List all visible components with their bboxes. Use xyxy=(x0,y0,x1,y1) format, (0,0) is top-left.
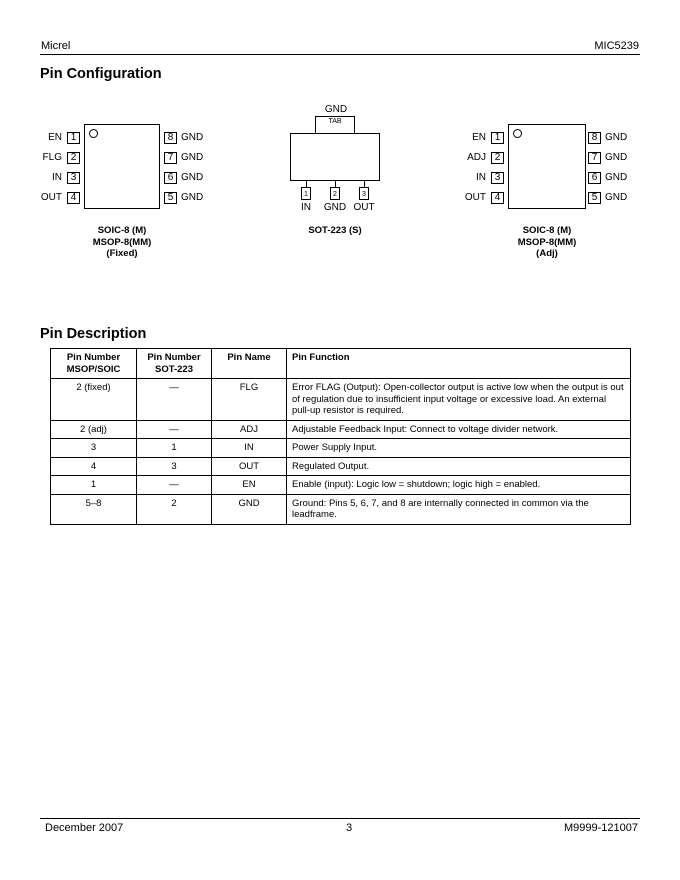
table-row xyxy=(51,457,631,476)
column-header-line: Pin Number xyxy=(147,352,201,363)
pin-name: GND xyxy=(181,152,204,163)
pin-name: FLG xyxy=(42,152,62,163)
pin-name: GND xyxy=(181,192,204,203)
pin-number: 5 xyxy=(164,192,177,204)
pin-number: 7 xyxy=(164,152,177,164)
table-cell: Error FLAG (Output): Open-collector output is active low when the output is out of regulation due to insufficient input voltage or excessive load. An external pull-up resistor is required. xyxy=(287,379,631,421)
table-cell: Ground: Pins 5, 6, 7, and 8 are internally connected in common via the leadframe. xyxy=(287,494,631,524)
sot223-tab xyxy=(315,116,355,134)
table-cell: 5–8 xyxy=(51,494,137,524)
table-cell: OUT xyxy=(212,457,287,476)
pin-number: 1 xyxy=(301,187,311,200)
pin-number: 8 xyxy=(164,132,177,144)
pin-number: 3 xyxy=(67,172,80,184)
soic-adj-caption xyxy=(487,225,607,260)
pin-number: 2 xyxy=(67,152,80,164)
pin-number: 3 xyxy=(491,172,504,184)
table-cell: — xyxy=(137,476,212,495)
caption-line: MSOP-8(MM) xyxy=(517,236,577,248)
pin-name: IN xyxy=(301,202,311,213)
sot223-lead-line xyxy=(306,181,307,187)
caption-line: (Adj) xyxy=(536,248,558,259)
pin-name: IN xyxy=(52,172,62,183)
column-header-line: SOT-223 xyxy=(154,363,194,375)
table-cell: 4 xyxy=(51,457,137,476)
table-cell: 2 (adj) xyxy=(51,420,137,439)
pin-description-table xyxy=(50,348,631,525)
soic-fixed-caption xyxy=(62,225,182,260)
pin-name: EN xyxy=(472,132,486,143)
table-header-row xyxy=(51,349,631,379)
table-row xyxy=(51,420,631,439)
pin-name: GND xyxy=(323,202,347,213)
sot223-top-label: GND xyxy=(324,104,348,115)
pin-name: OUT xyxy=(353,202,375,213)
pin-name: GND xyxy=(605,192,628,203)
table-cell: Regulated Output. xyxy=(287,457,631,476)
pin-name: GND xyxy=(181,172,204,183)
sot223-body xyxy=(290,133,380,181)
table-cell: 1 xyxy=(137,439,212,458)
header-rule xyxy=(40,54,640,55)
footer-rule xyxy=(40,818,640,819)
sot223-caption xyxy=(290,225,380,237)
table-cell: 2 xyxy=(137,494,212,524)
table-row xyxy=(51,379,631,421)
pin-name: IN xyxy=(476,172,486,183)
table-row xyxy=(51,476,631,495)
sot223-lead-line xyxy=(335,181,336,187)
table-cell: Enable (input): Logic low = shutdown; logic high = enabled. xyxy=(287,476,631,495)
pin1-indicator-icon xyxy=(89,129,98,138)
pin-number: 6 xyxy=(164,172,177,184)
pin-number: 2 xyxy=(330,187,340,200)
pin-name: GND xyxy=(181,132,204,143)
pin-name: OUT xyxy=(40,192,62,203)
pin-number: 2 xyxy=(491,152,504,164)
document-number: M9999-121007 xyxy=(563,822,638,834)
pin-configuration-heading: Pin Configuration xyxy=(40,66,162,82)
column-header: Pin Name xyxy=(212,349,287,379)
column-header-line: MSOP/SOIC xyxy=(66,363,121,375)
pin-number: 4 xyxy=(491,192,504,204)
table-cell: ADJ xyxy=(212,420,287,439)
caption-line: SOIC-8 (M) xyxy=(97,225,147,236)
pin-name: EN xyxy=(48,132,62,143)
table-cell: FLG xyxy=(212,379,287,421)
pin-number: 1 xyxy=(67,132,80,144)
pin-number: 6 xyxy=(588,172,601,184)
column-header xyxy=(137,349,212,379)
footer-date: December 2007 xyxy=(45,822,124,834)
pin-number: 8 xyxy=(588,132,601,144)
table-cell: Adjustable Feedback Input: Connect to voltage divider network. xyxy=(287,420,631,439)
caption-line: MSOP-8(MM) xyxy=(92,236,152,248)
page-number: 3 xyxy=(346,822,353,834)
pin-number: 7 xyxy=(588,152,601,164)
pin-number: 1 xyxy=(491,132,504,144)
pin-name: GND xyxy=(605,152,628,163)
pin-name: GND xyxy=(605,172,628,183)
pin1-indicator-icon xyxy=(513,129,522,138)
table-cell: — xyxy=(137,420,212,439)
table-row xyxy=(51,439,631,458)
table-cell: EN xyxy=(212,476,287,495)
table-cell: 1 xyxy=(51,476,137,495)
sot223-lead-line xyxy=(364,181,365,187)
pin-description-heading: Pin Description xyxy=(40,326,147,342)
table-cell: 3 xyxy=(137,457,212,476)
table-cell: — xyxy=(137,379,212,421)
column-header: Pin Function xyxy=(287,349,631,379)
header-right: MIC5239 xyxy=(594,40,639,52)
table-row xyxy=(51,494,631,524)
caption-line: SOT-223 (S) xyxy=(308,225,362,236)
caption-line: SOIC-8 (M) xyxy=(522,225,572,236)
caption-line: (Fixed) xyxy=(106,248,138,259)
header-left: Micrel xyxy=(41,40,71,52)
pin-number: 4 xyxy=(67,192,80,204)
pin-number: 5 xyxy=(588,192,601,204)
pin-number: 3 xyxy=(359,187,369,200)
pin-name: GND xyxy=(605,132,628,143)
pin-name: ADJ xyxy=(467,152,486,163)
column-header xyxy=(51,349,137,379)
table-cell: 2 (fixed) xyxy=(51,379,137,421)
table-cell: 3 xyxy=(51,439,137,458)
table-cell: GND xyxy=(212,494,287,524)
column-header-line: Pin Number xyxy=(66,352,121,363)
sot223-tab-label: TAB xyxy=(328,118,342,125)
table-cell: IN xyxy=(212,439,287,458)
pin-name: OUT xyxy=(464,192,486,203)
table-cell: Power Supply Input. xyxy=(287,439,631,458)
